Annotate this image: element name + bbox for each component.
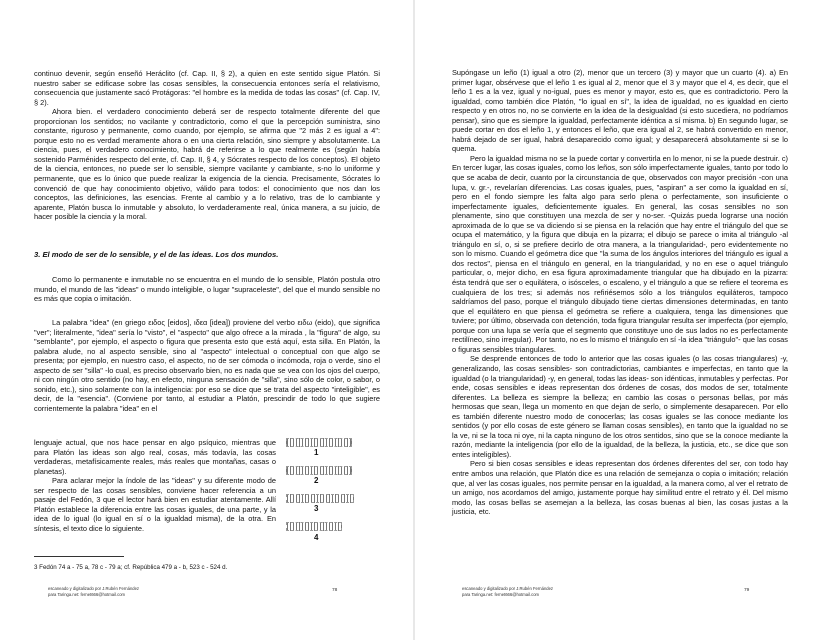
right-credit-line-2: para Taringa.net: fernet666@hotmail.com [462,591,540,597]
footnote: 3 Fedón 74 a - 75 a, 78 c - 79 a; cf. República 479 a - b, 523 c - 524 d. [34,564,228,571]
logs-figure [282,438,380,548]
log-2-label: 2 [314,476,319,485]
log-1-label: 1 [314,448,319,457]
section-heading: 3. El modo de ser de lo sensible, y el de las ideas. Los dos mundos. [34,250,279,259]
right-paragraph-1: Supóngase un leño (1) igual a otro (2), menor que un tercero (3) y mayor que un cuarto (4). a) En primer lugar, obsérvese que el leño 1 es igual al 2, menor que el 3 y mayor que el 4, es decir, que el leño 1 es a la vez, igual y no-igual, pues es menor y mayor, esto es, que es contradictorio. Pero la igualdad, como también dice Platón, "lo igual en sí", la idea de igualdad, no es igualdad en cierto respecto y en otros no, no se convierte en la idea de la desigualdad (si esto sucediera, no podríamos pensar), sino que es siempre la igualdad, perfectamente idéntica a sí misma. b) En segundo lugar, se puede cortar en dos el leño 1, y entonces el leño, que era igual al 2, se habrá convertido en menor, habrá dejado de ser igual, habrá desaparecido como igual; y desaparecerá absolutamente si se lo quema. [452,68,788,154]
footnote-rule [34,556,124,557]
left-paragraph-5: Para aclarar mejor la índole de las "ideas" y su diferente modo de ser respecto de las cosas sensibles, conviene hacer referencia a un pasaje del Fedón, 3 que el lector hará bien en estudiar atentamente. Allí Platón establece la diferencia entre las cosas iguales, de una parte, y la idea de lo igual (lo igual en sí o la igualdad misma), de la otra. En síntesis, el texto dice lo siguiente. [34,476,276,533]
log-3-label: 3 [314,504,319,513]
left-paragraph-1: continuo devenir, según enseñó Heráclito (cf. Cap. II, § 2), a quien en este sentido sigue Platón. Si nuestro saber se edificase sobre las cosas sensibles, la consecuencia entonces sería el relativismo, consecuencia que justamente sacó Protágoras: "el hombre es la medida de todas las cosas" (cf. Cap. IV, § 2). [34,69,380,107]
right-credit-line-1: escaneado y digitalizado por J.Rubén Fernández [462,586,554,591]
log-3-shape [286,494,354,503]
left-page-number: 78 [332,588,338,593]
left-paragraph-4-continued: lenguaje actual, que nos hace pensar en algo psíquico, mientras que para Platón las ideas son algo real, cosas, más todavía, las cosas verdaderas, metafísicamente reales, más reales que montañas, casas o planetas). [34,438,276,476]
left-page-body [34,69,380,222]
left-credit-line-2: para Taringa.net: fernet666@hotmail.com [48,591,126,597]
right-credit [462,586,553,597]
left-credit [48,586,139,597]
page-gutter [413,0,415,640]
right-paragraph-2: Pero la igualdad misma no se la puede cortar y convertirla en lo menor, ni se la puede destruir. c) En tercer lugar, las cosas iguales, como los leños, son sólo imperfectamente iguales, tanto por todo lo que se acaba de decir, cuanto por la circunstancia de que, observados con mayor precisión -con una lupa, v. gr.-, revelarían diferencias. Las cosas iguales, pues, "aspiran" a ser como la igualdad en sí, pero en el fondo siempre les falta algo para serlo plena o perfectamente, son insuficiente o imperfectamente iguales, deficientemente iguales. En general, las cosas sensibles no son plenamente, sino que constituyen una mezcla de ser y no-ser. -Quizás pueda lograrse una noción aproximada de lo que se va diciendo si se piensa en la relación que hay entre el triángulo del que se ocupa el matemático, y la figura que dibuja en la pizarra; el dibujo se parece o imita al triángulo -al triángulo en sí, o, si se prefiere decirlo de otra manera, a la triangularidad-, pero evidentemente no son lo mismo. Cuando el geómetra dice que "la suma de los ángulos interiores del triángulo es igual a dos rectos", piensa en el triángulo en general, en la triangularidad, y no en ese o aquel triángulo particular, o, mejor dicho, en esa figura aproximadamente triangular que ha dibujado en la pizarra: ésta tendrá que ser o equilátera, o isósceles, o escaleno, y el triángulo a que se refiere el teorema es cualquiera de los tres; si además nos refiriésemos sólo a los triángulos equiláteros, tampoco saldríamos del paso, porque el triángulo dibujado tiene ciertas dimensiones determinadas, en tanto que el equilátero en que piensa el geómetra se refiere a cualquiera, tenga las dimensiones que tuviere; por último, observada con detención, toda figura triangular resulta ser imperfecta (por ejemplo, porque con una lupa se vería que el segmento que constituye uno de sus lados no es perfectamente rectilíneo, sino irregular). Por tanto, no es lo mismo el triángulo en sí -la idea "triángulo"- que las cosas o figuras sensibles triangulares. [452,153,788,354]
right-page-number: 79 [744,588,750,593]
right-page-body [452,68,788,517]
left-paragraph-4-block [34,318,380,413]
right-paragraph-4: Pero si bien cosas sensibles e ideas representan dos órdenes diferentes del ser, con todo hay entre ambos una relación, que Platón dice es una relación de semejanza o copia o imitación; relación que, al ver las cosas iguales, nos permite pensar en la igualdad, a la manera como, al ver el retrato de un amigo, nos acordamos del amigo, justamente porque hay similitud entre el retrato y él. Del mismo modo, las cosas bellas se asemejan a la belleza, las cosas buenas al bien, las cosas justas a la justicia, etc. [452,459,788,517]
right-paragraph-3: Se desprende entonces de todo lo anterior que las cosas iguales (o las cosas triangulares) -y, generalizando, las cosas sensibles- son contradictorias, cambiantes e imperfectas, en tanto que la igualdad (o la triangularidad) -y, en general, todas las ideas- son idénticas, inmutables y perfectas. Por ende, cosas sensibles e ideas representan dos órdenes de cosas, dos modos de ser, totalmente diferentes. La belleza es siempre la belleza; en cambio las cosas o personas bellas, por más hermosas que sean, llega un momento en que dejan de serlo, o simplemente desaparecen. Por ello es también diferente nuestro modo de conocerlas; las cosas iguales se las conoce mediante los sentidos (y por ello cosas de este género se llaman cosas sensibles), en tanto que la igualdad no se la ve, ni se la toca ni oye, ni la capta ninguno de los otros sentidos, sino que se la conoce mediante la razón, mediante la inteligencia (por ello de la igualdad, de la belleza, la justicia, etc., se dice que son entes inteligibles). [452,354,788,459]
left-paragraph-2: Ahora bien. el verdadero conocimiento deberá ser de respecto totalmente diferente del que proporcionan los sentidos; no vacilante y contradictorio, como el que la percepción suministra, sino constante, riguroso y permanente, como cuando, por ejemplo, se afirma que "2 más 2 es igual a 4": porque esto no es verdad meramente ahora o en una cierta relación, sino siempre y absolutamente. La ciencia, pues, el verdadero conocimiento, habrá de referirse a lo que realmente es (según había sostenido Parménides respecto del ente, cf. Cap. II, § 4, y Sócrates respecto de los conceptos). El objeto de la ciencia, entonces, no puede ser lo sensible, siempre vacilante y cambiante, s-no lo uniforme y permanente, que es lo único que puede realizar la exigencia de la ciencia. Precisamente, Sócrates lo convenció de que hay conocimiento objetivo, válido para todos: el conocimiento que nos dan los conceptos, las definiciones, las esencias. Frente al cambio y a lo relativo, tras de lo cambiante y aparente, Platón busca lo inmutable y absoluto, lo verdaderamente real, única manera, a su juicio, de hacer posible la ciencia y la moral. [34,107,380,222]
left-paragraph-4: La palabra "idea" (en griego ειδος [eidos], ιδεα [idea]) proviene del verbo ειδω (eido), que significa "ver"; literalmente, "idea" sería lo "visto", el "aspecto" que algo ofrece a la mirada , la "figura" de algo, su "semblante", por ejemplo, el aspecto o figura que presenta esto que está aquí, esta silla. En Platón, la palabra alude, no al aspecto sensible, sino al "aspecto" intelectual o conceptual con que algo se presenta; por ejemplo, en nuestro caso, el aspecto, no de ser cómoda o incómoda, roja o verde, sino el aspecto de ser "silla" -lo cual, es preciso observarlo bien, no es nada que se vea con los ojos del cuerpo, ni con ningún otro sentido (no hay, en efecto, ninguna sensación de "silla", sino sólo de color, o sabor, o sonido, etc.), sino solamente con la inteligencia: por eso se dice que se trata del aspecto "inteligible", es decir, de la "esencia". (Conviene por tanto, al estudiar a Platón, prescindir de todo lo que sugiere corrientemente la palabra "idea" en el [34,318,380,413]
left-paragraph-3: Como lo permanente e inmutable no se encuentra en el mundo de lo sensible, Platón postula otro mundo, el mundo de las "ideas" o mundo inteligible, o lugar "supraceleste", del que el mundo sensible no es más que copia o imitación. [34,275,380,304]
log-4-label: 4 [314,533,319,542]
log-2-shape [286,466,352,475]
left-credit-line-1: escaneado y digitalizado por J.Rubén Fernández [48,586,140,591]
log-1-shape [286,438,352,447]
left-wrapped-block [34,438,380,548]
log-4-shape [286,522,342,531]
